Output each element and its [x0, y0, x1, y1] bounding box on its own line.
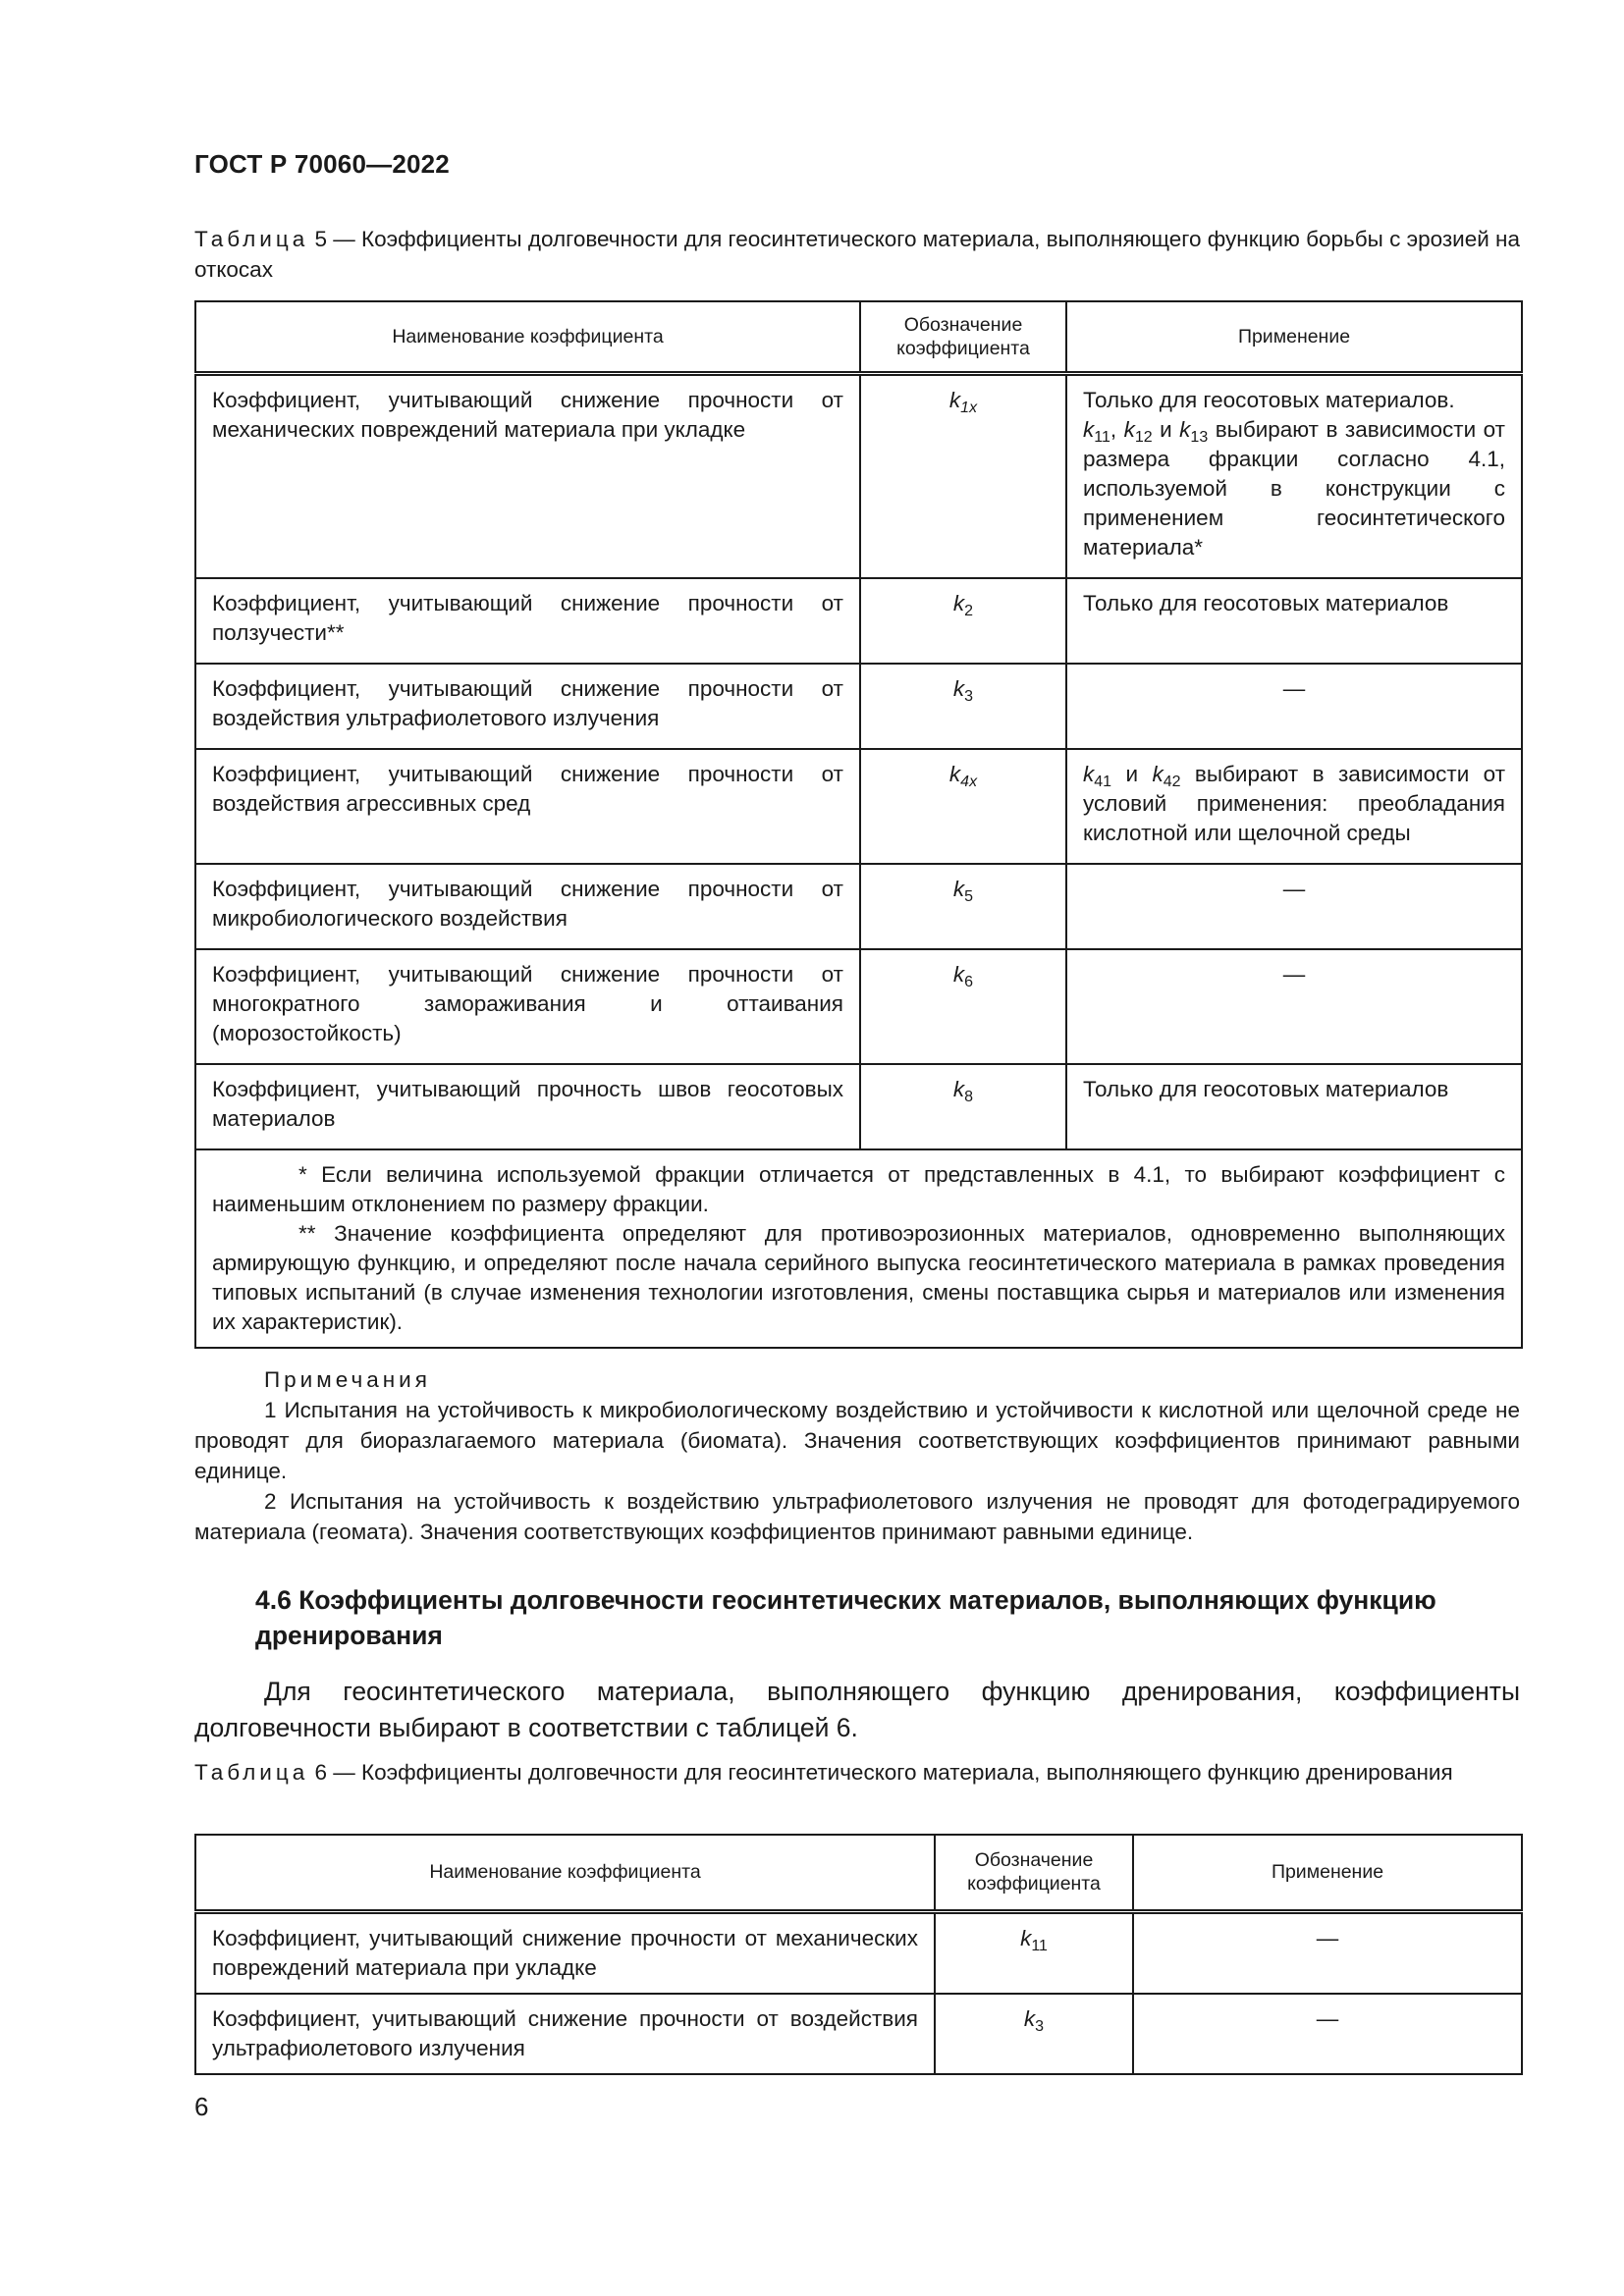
- notes-title: Примечания: [264, 1367, 431, 1392]
- table-row: [195, 749, 1522, 864]
- coef-application: Только для геосотовых материалов: [1066, 578, 1522, 664]
- coef-application: Только для геосотовых материалов: [1066, 1064, 1522, 1149]
- document-header: ГОСТ Р 70060—2022: [194, 149, 450, 179]
- table5-col-symbol: Обозначение коэффициента: [860, 301, 1066, 373]
- coef-symbol: $k_{4x}$: [860, 749, 1066, 864]
- coef-name: Коэффициент, учитывающий снижение прочности от механических повреждений материала при укладке: [195, 1911, 935, 1994]
- coef-name: Коэффициент, учитывающий снижение прочности от воздействия ультрафиолетового излучения: [195, 1994, 935, 2074]
- coef-symbol: $k_{1x}$: [860, 373, 1066, 578]
- coef-application: —: [1133, 1911, 1522, 1994]
- table5-caption-text: 5 — Коэффициенты долговечности для геосинтетического материала, выполняющего функцию борьбы с эрозией на откосах: [194, 227, 1520, 282]
- coef-symbol: $k_3$: [860, 664, 1066, 749]
- coef-application: —: [1133, 1994, 1522, 2074]
- notes-block: [194, 1364, 1520, 1547]
- table-row: [195, 949, 1522, 1064]
- note-item: 1 Испытания на устойчивость к микробиологическому воздействию и устойчивости к кислотной или щелочной среде не проводят для биоразлагаемого материала (биомата). Значения соответствующих коэффициентов принимают равными единице.: [194, 1398, 1520, 1483]
- table5-header-row: [195, 301, 1522, 373]
- coef-application: —: [1066, 949, 1522, 1064]
- section-title: 4.6 Коэффициенты долговечности геосинтетических материалов, выполняющих функцию дренирования: [255, 1585, 1436, 1650]
- coef-name: Коэффициент, учитывающий снижение прочности от воздействия ультрафиолетового излучения: [195, 664, 860, 749]
- coef-name: Коэффициент, учитывающий снижение прочности от ползучести**: [195, 578, 860, 664]
- coef-symbol: $k_2$: [860, 578, 1066, 664]
- table6-header-row: [195, 1835, 1522, 1911]
- note-item: 2 Испытания на устойчивость к воздействию ультрафиолетового излучения не проводят для фотодеградируемого материала (геомата). Значения соответствующих коэффициентов принимают равными единице.: [194, 1489, 1520, 1544]
- coef-name: Коэффициент, учитывающий прочность швов геосотовых материалов: [195, 1064, 860, 1149]
- table5-footnote-1: * Если величина используемой фракции отличается от представленных в 4.1, то выбирают коэффициент с наименьшим отклонением по размеру фракции.: [212, 1162, 1505, 1216]
- table-row: [195, 664, 1522, 749]
- table5-caption-label: Таблица: [194, 227, 309, 251]
- coef-symbol: $k_3$: [935, 1994, 1133, 2074]
- page-number: 6: [194, 2092, 209, 2121]
- table5: [194, 300, 1523, 1349]
- table6-col-name: Наименование коэффициента: [195, 1835, 935, 1911]
- table6-col-symbol: Обозначение коэффициента: [935, 1835, 1133, 1911]
- table5-footnotes-row: [195, 1149, 1522, 1348]
- coef-symbol: $k_8$: [860, 1064, 1066, 1149]
- table-row: [195, 578, 1522, 664]
- coef-name: Коэффициент, учитывающий снижение прочности от воздействия агрессивных сред: [195, 749, 860, 864]
- table5-col-application: Применение: [1066, 301, 1522, 373]
- coef-symbol: $k_5$: [860, 864, 1066, 949]
- coef-symbol: $k_6$: [860, 949, 1066, 1064]
- table6-caption-text: 6 — Коэффициенты долговечности для геосинтетического материала, выполняющего функцию дренирования: [314, 1760, 1453, 1785]
- table-row: [195, 864, 1522, 949]
- coef-name: Коэффициент, учитывающий снижение прочности от многократного замораживания и оттаивания (морозостойкость): [195, 949, 860, 1064]
- coef-name: Коэффициент, учитывающий снижение прочности от механических повреждений материала при укладке: [195, 373, 860, 578]
- table-row: [195, 1994, 1522, 2074]
- table6-caption: [194, 1757, 1520, 1788]
- coef-application: Только для геосотовых материалов. $k_{11}$, $k_{12}$ и $k_{13}$ выбирают в зависимости от размера фракции согласно 4.1, используемой в конструкции с применением геосинтетического материала*: [1066, 373, 1522, 578]
- table6: [194, 1834, 1523, 2075]
- coef-application: —: [1066, 864, 1522, 949]
- table-row: [195, 1064, 1522, 1149]
- table-row: [195, 373, 1522, 578]
- coef-name: Коэффициент, учитывающий снижение прочности от микробиологического воздействия: [195, 864, 860, 949]
- coef-application: $k_{41}$ и $k_{42}$ выбирают в зависимости от условий применения: преобладания кислотной или щелочной среды: [1066, 749, 1522, 864]
- table5-caption: [194, 224, 1520, 285]
- table5-footnotes: [195, 1149, 1522, 1348]
- table6-col-application: Применение: [1133, 1835, 1522, 1911]
- table6-caption-label: Таблица: [194, 1760, 309, 1785]
- table-row: [195, 1911, 1522, 1994]
- section-body: Для геосинтетического материала, выполняющего функцию дренирования, коэффициенты долговечности выбирают в соответствии с таблицей 6.: [194, 1677, 1520, 1742]
- coef-application: —: [1066, 664, 1522, 749]
- table5-footnote-2: ** Значение коэффициента определяют для противоэрозионных материалов, одновременно выполняющих армирующую функцию, и определяют после начала серийного выпуска геосинтетического материала в рамках проведения типовых испытаний (в случае изменения технологии изготовления, смены поставщика сырья и материалов или изменения их характеристик).: [212, 1221, 1505, 1334]
- coef-symbol: $k_{11}$: [935, 1911, 1133, 1994]
- table5-col-name: Наименование коэффициента: [195, 301, 860, 373]
